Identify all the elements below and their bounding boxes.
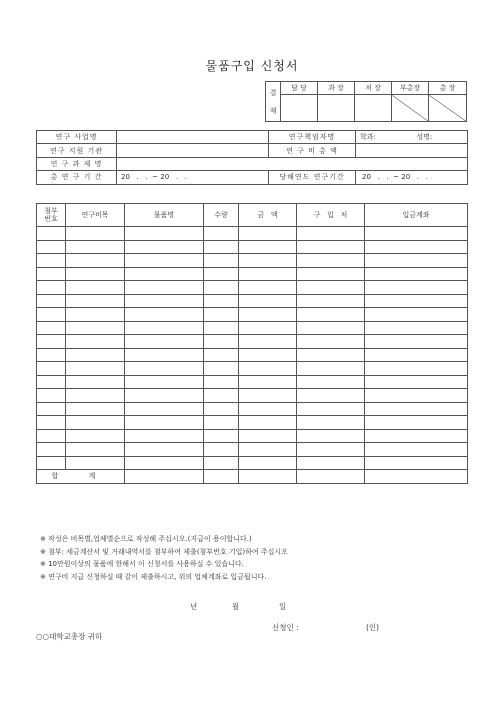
item-cell[interactable]	[365, 335, 468, 349]
item-cell[interactable]	[297, 294, 365, 308]
item-cell[interactable]	[365, 240, 468, 254]
table-row	[37, 429, 468, 443]
item-cell[interactable]	[66, 389, 125, 403]
item-cell[interactable]	[365, 456, 468, 470]
item-cell[interactable]	[204, 456, 239, 470]
table-row	[37, 375, 468, 389]
item-cell[interactable]	[239, 348, 297, 362]
item-cell[interactable]	[297, 375, 365, 389]
project-title-field[interactable]	[117, 157, 468, 170]
business-name-label: 연구 사업명	[37, 131, 117, 144]
header-product-name: 물품명	[125, 204, 204, 227]
item-cell[interactable]	[204, 402, 239, 416]
item-cell[interactable]	[239, 443, 297, 457]
applicant-label: 신청인 :	[272, 623, 299, 632]
year-period-label: 당해연도 연구기간	[269, 171, 356, 184]
total-cell[interactable]	[297, 470, 365, 484]
total-cell[interactable]	[125, 470, 204, 484]
item-cell[interactable]	[37, 267, 66, 281]
item-cell[interactable]	[204, 294, 239, 308]
table-row	[37, 240, 468, 254]
item-cell[interactable]	[365, 389, 468, 403]
item-cell[interactable]	[125, 348, 204, 362]
researcher-label: 연구책임자명	[269, 131, 356, 144]
item-cell[interactable]	[125, 443, 204, 457]
table-row	[37, 254, 468, 268]
item-cell[interactable]	[66, 375, 125, 389]
item-cell[interactable]	[239, 294, 297, 308]
item-cell[interactable]	[125, 375, 204, 389]
support-org-label: 연구 지원 기관	[37, 144, 117, 157]
table-row	[37, 389, 468, 403]
item-cell[interactable]	[204, 429, 239, 443]
item-cell[interactable]	[125, 267, 204, 281]
approval-col-vice-president: 부총장	[392, 82, 429, 95]
item-cell[interactable]	[365, 416, 468, 430]
item-cell[interactable]	[204, 267, 239, 281]
table-row	[37, 335, 468, 349]
item-cell[interactable]	[365, 254, 468, 268]
approval-col-director: 처 장	[355, 82, 392, 95]
item-cell[interactable]	[297, 348, 365, 362]
item-cell[interactable]	[37, 443, 66, 457]
date-year: 년	[190, 602, 198, 611]
approval-col-staff: 담 당	[281, 82, 318, 95]
item-cell[interactable]	[365, 227, 468, 241]
item-cell[interactable]	[125, 429, 204, 443]
item-cell[interactable]	[297, 267, 365, 281]
item-cell[interactable]	[37, 321, 66, 335]
item-cell[interactable]	[365, 348, 468, 362]
item-cell[interactable]	[37, 389, 66, 403]
item-cell[interactable]	[66, 443, 125, 457]
note-4: ※ 연구비 지급 신청하실 때 같이 제출하시고, 위의 업체계좌로 입금됩니다.	[40, 572, 267, 581]
item-cell[interactable]	[204, 254, 239, 268]
item-cell[interactable]	[297, 321, 365, 335]
item-cell[interactable]	[297, 362, 365, 376]
item-cell[interactable]	[297, 389, 365, 403]
total-cost-field[interactable]	[356, 144, 468, 157]
item-cell[interactable]	[239, 308, 297, 322]
item-cell[interactable]	[239, 402, 297, 416]
support-org-field[interactable]	[117, 144, 269, 157]
item-cell[interactable]	[66, 335, 125, 349]
approval-sign-vice-president	[392, 95, 429, 122]
item-cell[interactable]	[239, 227, 297, 241]
item-cell[interactable]	[365, 281, 468, 295]
item-cell[interactable]	[125, 308, 204, 322]
item-cell[interactable]	[365, 362, 468, 376]
item-cell[interactable]	[297, 281, 365, 295]
item-cell[interactable]	[125, 281, 204, 295]
total-cell[interactable]	[239, 470, 297, 484]
item-cell[interactable]	[239, 267, 297, 281]
header-quantity: 수량	[204, 204, 239, 227]
item-cell[interactable]	[66, 267, 125, 281]
total-cell[interactable]	[365, 470, 468, 484]
item-cell[interactable]	[37, 416, 66, 430]
item-cell[interactable]	[66, 294, 125, 308]
items-table	[36, 203, 468, 484]
table-row	[37, 456, 468, 470]
item-cell[interactable]	[239, 389, 297, 403]
item-cell[interactable]	[66, 281, 125, 295]
item-cell[interactable]	[125, 227, 204, 241]
item-cell[interactable]	[125, 402, 204, 416]
item-cell[interactable]	[37, 308, 66, 322]
item-cell[interactable]	[37, 456, 66, 470]
item-cell[interactable]	[239, 335, 297, 349]
item-cell[interactable]	[365, 321, 468, 335]
researcher-field[interactable]	[356, 131, 468, 144]
item-cell[interactable]	[125, 321, 204, 335]
year-period-field[interactable]: 20 . . ~ 20 . .	[356, 171, 468, 184]
table-row	[37, 308, 468, 322]
table-row	[37, 294, 468, 308]
item-cell[interactable]	[204, 348, 239, 362]
approval-col-manager: 과 장	[318, 82, 355, 95]
table-row	[37, 402, 468, 416]
item-cell[interactable]	[297, 456, 365, 470]
items-header-row	[37, 204, 468, 227]
table-row	[37, 416, 468, 430]
total-cell[interactable]	[204, 470, 239, 484]
approval-side-label: 결 재	[266, 82, 281, 122]
item-cell[interactable]	[204, 389, 239, 403]
item-cell[interactable]	[37, 375, 66, 389]
total-period-field[interactable]: 20 . . ~ 20 . .	[117, 171, 269, 184]
item-cell[interactable]	[66, 402, 125, 416]
item-cell[interactable]	[66, 456, 125, 470]
approval-sign-director[interactable]	[355, 95, 392, 122]
item-cell[interactable]	[204, 240, 239, 254]
item-cell[interactable]	[66, 227, 125, 241]
item-cell[interactable]	[37, 402, 66, 416]
header-amount: 금 액	[239, 204, 297, 227]
item-cell[interactable]	[365, 375, 468, 389]
form-title: 물품구입 신청서	[205, 59, 299, 73]
item-cell[interactable]	[204, 416, 239, 430]
name-label: 성명:	[416, 133, 433, 142]
item-cell[interactable]	[66, 416, 125, 430]
header-deposit-account: 입금계좌	[365, 204, 468, 227]
note-3: ※ 10만원이상의 물품에 한해서 이 신청서를 사용하실 수 있습니다.	[40, 560, 244, 568]
item-cell[interactable]	[204, 443, 239, 457]
header-vendor: 구 입 처	[297, 204, 365, 227]
item-cell[interactable]	[125, 240, 204, 254]
item-cell[interactable]	[239, 281, 297, 295]
item-cell[interactable]	[125, 362, 204, 376]
table-row	[37, 227, 468, 241]
approval-sign-manager[interactable]	[318, 95, 355, 122]
approval-sign-staff[interactable]	[281, 95, 318, 122]
total-cost-label: 연 구 비 총 액	[269, 144, 356, 157]
table-row	[37, 348, 468, 362]
item-cell[interactable]	[37, 281, 66, 295]
item-cell[interactable]	[297, 227, 365, 241]
item-cell[interactable]	[37, 362, 66, 376]
notes-section	[40, 533, 288, 583]
item-cell[interactable]	[66, 321, 125, 335]
item-cell[interactable]	[37, 254, 66, 268]
approval-col-president: 총 장	[429, 82, 467, 95]
item-cell[interactable]	[297, 416, 365, 430]
total-label: 합 계	[37, 470, 125, 484]
item-cell[interactable]	[239, 429, 297, 443]
item-cell[interactable]	[125, 254, 204, 268]
item-cell[interactable]	[365, 402, 468, 416]
item-cell[interactable]	[37, 294, 66, 308]
item-cell[interactable]	[239, 321, 297, 335]
item-cell[interactable]	[125, 335, 204, 349]
item-cell[interactable]	[204, 362, 239, 376]
item-cell[interactable]	[125, 456, 204, 470]
approval-table	[265, 81, 467, 122]
item-cell[interactable]	[204, 308, 239, 322]
item-cell[interactable]	[66, 348, 125, 362]
item-cell[interactable]	[204, 227, 239, 241]
item-cell[interactable]	[125, 416, 204, 430]
table-row	[37, 443, 468, 457]
item-cell[interactable]	[66, 240, 125, 254]
item-cell[interactable]	[204, 375, 239, 389]
item-cell[interactable]	[66, 254, 125, 268]
table-row	[37, 267, 468, 281]
item-cell[interactable]	[297, 240, 365, 254]
total-row	[37, 470, 468, 484]
dept-label: 학과:	[360, 133, 376, 142]
table-row	[37, 281, 468, 295]
item-cell[interactable]	[125, 389, 204, 403]
item-cell[interactable]	[365, 294, 468, 308]
item-cell[interactable]	[204, 281, 239, 295]
item-cell[interactable]	[239, 362, 297, 376]
item-cell[interactable]	[204, 335, 239, 349]
item-cell[interactable]	[365, 443, 468, 457]
item-cell[interactable]	[239, 416, 297, 430]
item-cell[interactable]	[239, 456, 297, 470]
date-month: 월	[232, 602, 240, 611]
signature-mark[interactable]: (인)	[366, 623, 380, 632]
date-day: 일	[279, 602, 287, 611]
item-cell[interactable]	[37, 227, 66, 241]
business-name-field[interactable]	[117, 131, 269, 144]
recipient: ○○대학교총장 귀하	[36, 632, 103, 641]
approval-sign-president	[429, 95, 467, 122]
item-cell[interactable]	[37, 335, 66, 349]
item-cell[interactable]	[37, 240, 66, 254]
item-cell[interactable]	[125, 294, 204, 308]
research-info-table	[36, 130, 468, 185]
item-cell[interactable]	[365, 308, 468, 322]
item-cell[interactable]	[365, 429, 468, 443]
total-period-label: 총 연 구 기 간	[37, 171, 117, 184]
header-research-item: 연구비목	[66, 204, 125, 227]
item-cell[interactable]	[66, 429, 125, 443]
item-cell[interactable]	[297, 402, 365, 416]
item-cell[interactable]	[204, 321, 239, 335]
item-cell[interactable]	[37, 348, 66, 362]
table-row	[37, 362, 468, 376]
table-row	[37, 321, 468, 335]
item-cell[interactable]	[297, 443, 365, 457]
item-cell[interactable]	[297, 335, 365, 349]
item-cell[interactable]	[297, 429, 365, 443]
item-cell[interactable]	[37, 429, 66, 443]
item-cell[interactable]	[239, 375, 297, 389]
item-cell[interactable]	[239, 240, 297, 254]
note-2: ※ 첨부: 세금계산서 및 거래내역서를 첨부하여 제출(첨부번호 기입)하여 주십시오	[40, 547, 288, 556]
project-title-label: 연 구 과 제 명	[37, 157, 117, 170]
item-cell[interactable]	[365, 267, 468, 281]
item-cell[interactable]	[297, 254, 365, 268]
item-cell[interactable]	[66, 308, 125, 322]
item-cell[interactable]	[239, 254, 297, 268]
item-cell[interactable]	[66, 362, 125, 376]
item-cell[interactable]	[297, 308, 365, 322]
note-1: ※ 작성은 비목별,업체별순으로 작성해 주십시오.(지급이 용이합니다.)	[40, 535, 252, 543]
header-attach-no: 첨부 번호	[37, 204, 66, 227]
